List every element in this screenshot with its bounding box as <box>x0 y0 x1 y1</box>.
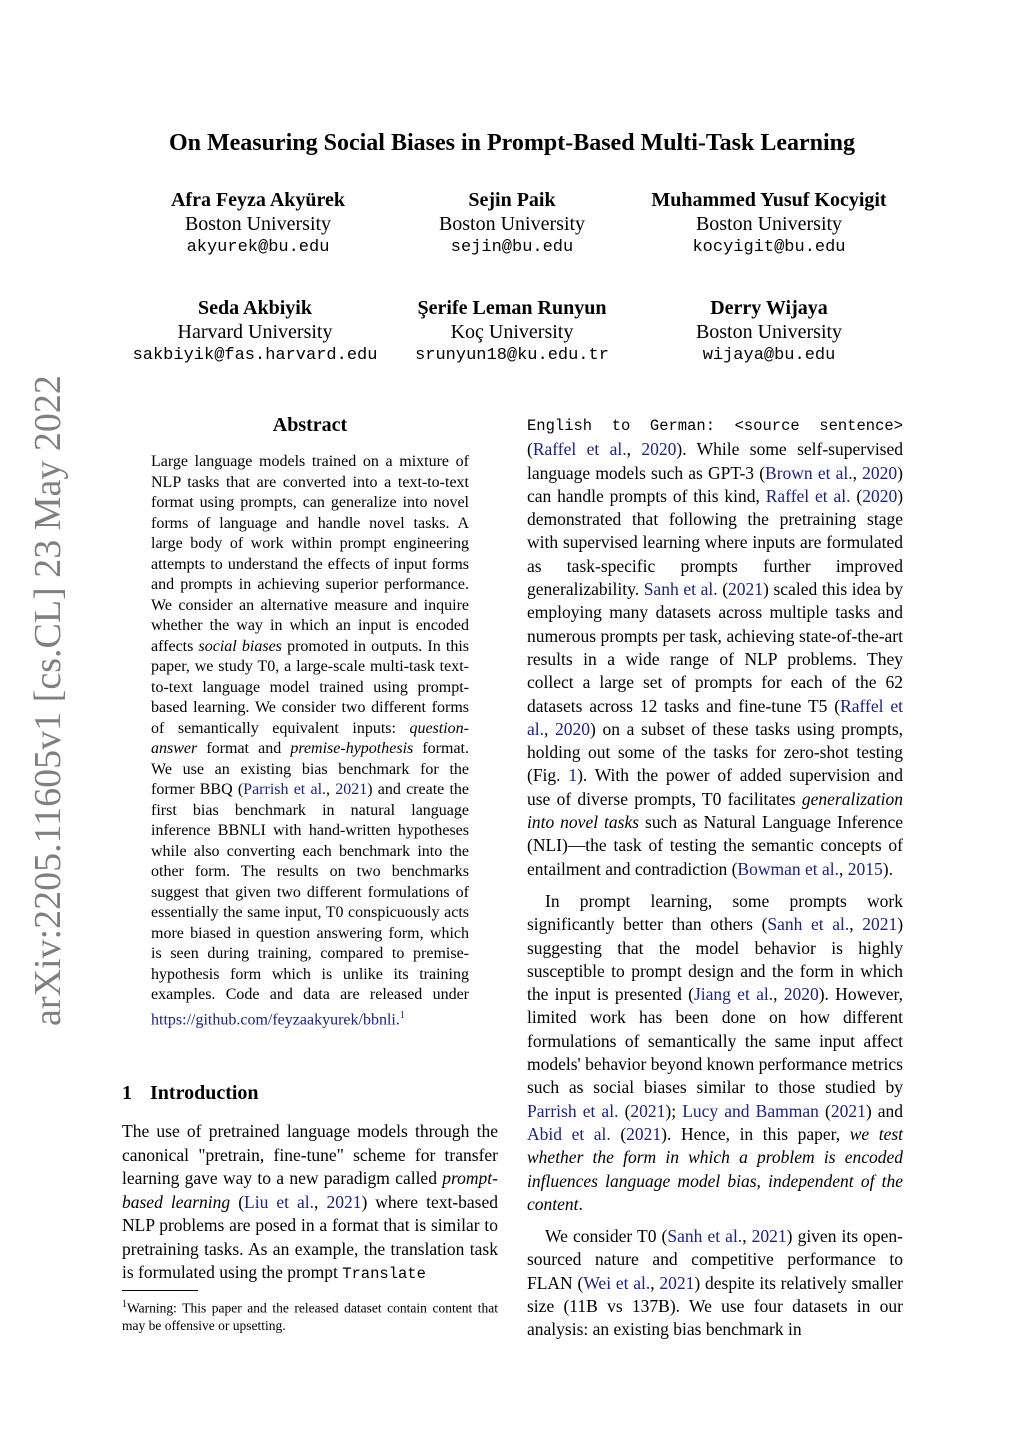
intro-paragraph: The use of pretrained language models through the canonical "pretrain, fine-tune" scheme for transfer learning gave way to a new paradigm called prompt-based learning (Liu et al., 2021) where text-based NLP problems are posed in a format that is similar to pretraining tasks. As an example, the translation task is formulated using the prompt Translate <box>122 1121 498 1283</box>
author-email: sejin@bu.edu <box>450 238 574 257</box>
footnote-marker[interactable]: 1 <box>399 1009 405 1021</box>
citation-link[interactable]: Raffel et al. <box>765 485 851 506</box>
arxiv-identifier: arXiv:2205.11605v1 [cs.CL] 23 May 2022 <box>27 375 69 1026</box>
citation-link[interactable]: Jiang et al. <box>693 984 774 1005</box>
citation-link[interactable]: Sanh et al. <box>643 579 718 600</box>
code-url-link[interactable]: https://github.com/feyzaakyurek/bbnli. <box>151 1010 400 1028</box>
author-email: wijaya@bu.edu <box>702 346 836 365</box>
intro-paragraph: In prompt learning, some prompts work significantly better than others (Sanh et al., 2021) suggesting that the model behavior is highly susceptible to prompt design and the form in which the input is presented (Jiang et al., 2020). However, limited work has been done on how different formulations of semantically the same input affect models' behavior beyond known performance metrics such as social biases similar to those studied by Parrish et al. (2021); Lucy and Bamman (2021) and Abid et al. (2021). Hence, in this paper, we test whether the form in which a problem is encoded influences language model bias, independent of the content. <box>527 890 904 1214</box>
author-name: Şerife Leman Runyun <box>417 297 607 319</box>
author-affiliation: Boston University <box>438 213 586 235</box>
citation-link[interactable]: 2020 <box>641 439 677 460</box>
author-email: srunyun18@ku.edu.tr <box>415 346 609 365</box>
intro-paragraph: We consider T0 (Sanh et al., 2021) given its open-sourced nature and competitive performance to FLAN (Wei et al., 2021) despite its relatively smaller size (11B vs 137B). We use four datasets in our analysis: an existing bias benchmark in <box>527 1226 904 1340</box>
author-email: sakbiyik@fas.harvard.edu <box>132 346 378 365</box>
author-affiliation: Boston University <box>695 213 843 235</box>
citation-link[interactable]: 2021 <box>659 1272 695 1293</box>
citation-link[interactable]: Parrish et al. <box>527 1100 619 1121</box>
citation-link[interactable]: 2021 <box>862 914 898 935</box>
author-name: Derry Wijaya <box>710 297 828 319</box>
citation-link[interactable]: Abid et al. <box>527 1123 611 1144</box>
author-email: akyurek@bu.edu <box>186 238 330 257</box>
citation-link[interactable]: 2021 <box>630 1100 666 1121</box>
author-name: Sejin Paik <box>468 189 556 211</box>
author-affiliation: Harvard University <box>177 321 333 343</box>
author-block <box>372 296 652 368</box>
citation-link[interactable]: Sanh et al. <box>667 1226 743 1247</box>
right-column <box>527 413 903 1351</box>
citation-link[interactable]: 2021 <box>335 781 368 798</box>
citation-link[interactable]: 2021 <box>326 1191 362 1212</box>
figure-link[interactable]: 1 <box>568 765 578 786</box>
citation-link[interactable]: 2020 <box>862 462 898 483</box>
abstract-heading: Abstract <box>272 414 348 436</box>
citation-link[interactable]: 2021 <box>626 1123 662 1144</box>
author-block <box>629 296 909 368</box>
citation-link[interactable]: Lucy and Bamman <box>682 1100 819 1121</box>
author-name: Afra Feyza Akyürek <box>170 189 346 211</box>
citation-link[interactable]: 2021 <box>728 579 764 600</box>
citation-link[interactable]: 2021 <box>830 1100 866 1121</box>
intro-paragraph: English to German: <source sentence> (Raffel et al., 2020). While some self-supervised language models such as GPT-3 (Brown et al., 2020) can handle prompts of this kind, Raffel et al. (2020) demonstrated that following the pretraining stage with supervised learning where inputs are formulated as task-specific prompts further improved generalizability. Sanh et al. (2021) scaled this idea by employing many datasets across multiple tasks and numerous prompts per task, achieving state-of-the-art results in a wide range of NLP problems. They collect a large set of prompts for each of the 62 datasets across 12 tasks and fine-tune T5 (Raffel et al., 2020) on a subset of these tasks using prompts, holding out some of the tasks for zero-shot testing (Fig. 1). With the power of added supervision and use of diverse prompts, T0 facilitates generalization into novel tasks such as Natural Language Inference (NLI)—the task of testing the semantic concepts of entailment and contradiction (Bowman et al., 2015). <box>527 417 904 879</box>
citation-link[interactable]: 2020 <box>555 718 591 739</box>
author-name: Muhammed Yusuf Kocyigit <box>651 189 887 211</box>
citation-link[interactable]: Bowman et al. <box>737 858 839 879</box>
citation-link[interactable]: Raffel et al. <box>527 695 903 739</box>
citation-link[interactable]: Parrish et al. <box>243 781 327 798</box>
author-name: Seda Akbiyik <box>198 297 312 319</box>
citation-link[interactable]: 2015 <box>847 858 883 879</box>
author-block <box>118 188 398 260</box>
footnote: $^1$Warning: This paper and the released dataset contain content that may be offensive or upsetting. <box>122 1299 498 1333</box>
citation-link[interactable]: Brown et al. <box>765 462 853 483</box>
paper-title: On Measuring Social Biases in Prompt-Based Multi-Task Learning <box>168 130 856 156</box>
author-email: kocyigit@bu.edu <box>692 238 846 257</box>
citation-link[interactable]: Liu et al. <box>244 1191 315 1212</box>
author-affiliation: Boston University <box>695 321 843 343</box>
citation-link[interactable]: 2020 <box>862 485 898 506</box>
citation-link[interactable]: 2021 <box>751 1226 787 1247</box>
citation-link[interactable]: 2020 <box>783 984 819 1005</box>
abstract-text: Large language models trained on a mixture of NLP tasks that are converted into a text-to-text format using prompts, can generalize into novel forms of language and handle novel tasks. A large body of work within prompt engineering attempts to understand the effects of input forms and prompts in achieving superior performance. We consider an alternative measure and inquire whether the way in which an input is encoded affects social biases promoted in outputs. In this paper, we study T0, a large-scale multi-task text-to-text language model trained using prompt-based learning. We consider two different forms of semantically equivalent inputs: question-answer format and premise-hypothesis format. We use an existing bias benchmark for the former BBQ (Parrish et al., 2021) and create the first bias benchmark in natural language inference BBNLI with hand-written hypotheses while also converting each benchmark into the other form. The results on two benchmarks suggest that given two different formulations of essentially the same input, T0 conspicuously acts more biased in question answering form, which is seen during training, compared to premise-hypothesis form which is unlike its training examples. Code and data are released under https://github.com/feyzaakyurek/bbnli.$^1$ <box>151 453 470 1028</box>
section-heading: 1 Introduction <box>122 1082 259 1104</box>
author-affiliation: Koç University <box>450 321 574 343</box>
author-block <box>629 188 909 260</box>
citation-link[interactable]: Sanh et al. <box>767 914 850 935</box>
citation-link[interactable]: Wei et al. <box>583 1272 651 1293</box>
citation-link[interactable]: Raffel et al. <box>532 439 627 460</box>
footnote-divider <box>122 1290 198 1291</box>
author-affiliation: Boston University <box>184 213 332 235</box>
author-block <box>115 296 395 368</box>
author-block <box>372 188 652 260</box>
